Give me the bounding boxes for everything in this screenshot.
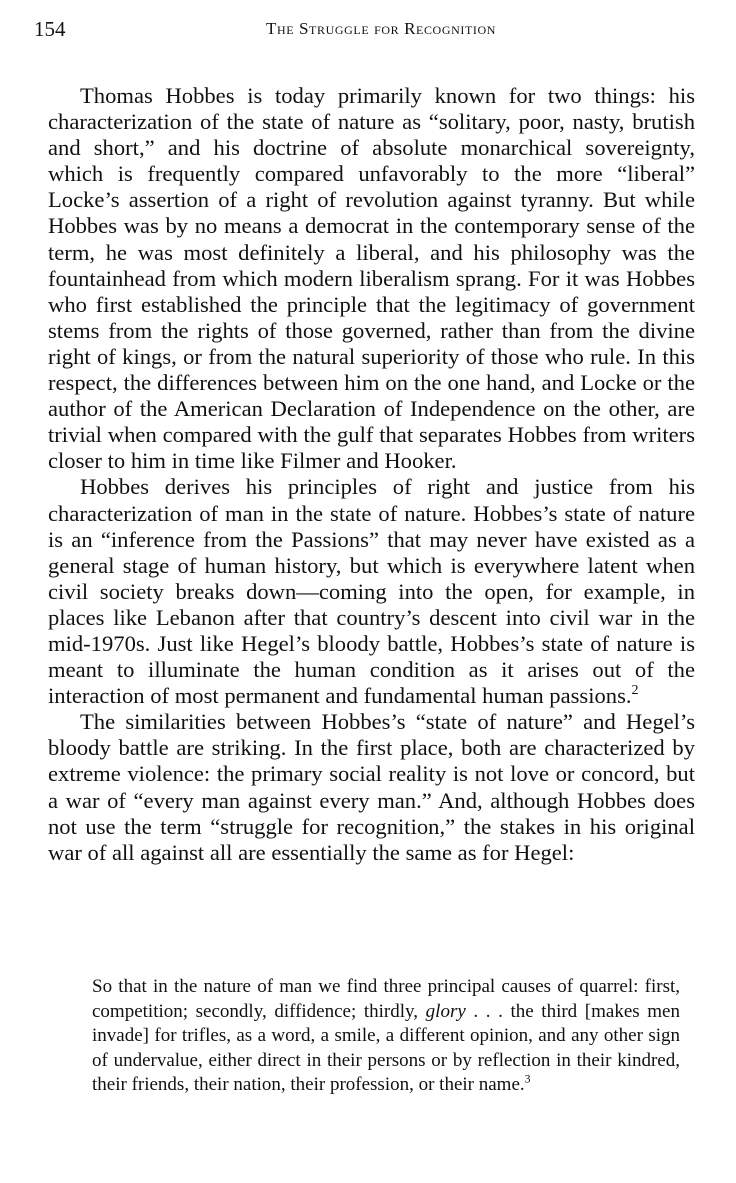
page-number: 154 xyxy=(34,17,66,41)
running-head xyxy=(34,14,698,44)
footnote-marker: 2 xyxy=(631,683,639,699)
block-quote xyxy=(92,975,680,1098)
paragraph xyxy=(48,474,695,709)
quote-text-part: So that in the nature of man we find three principal causes of quarrel: first, competition; secondly, diffidence; thirdly, xyxy=(92,976,680,1022)
quote-italic-word: glory xyxy=(425,1000,466,1022)
paragraph xyxy=(48,709,695,866)
paragraph-text: Hobbes derives his principles of right and justice from his characterization of man in the state of nature. Hobbes’s state of nature is an “inference from the Passions” that may never have existed as a general stage of human history, but which is everywhere latent when civil society breaks down—coming into the open, for example, in places like Lebanon after that country’s descent into civil war in the mid-1970s. Just like Hegel’s bloody battle, Hobbes’s state of nature is meant to illuminate the human condition as it arises out of the interaction of most permanent and fundamental human passions. xyxy=(48,474,695,709)
body-text xyxy=(48,83,695,866)
running-title: The Struggle for Recognition xyxy=(265,19,497,38)
quote-text xyxy=(92,975,680,1098)
paragraph xyxy=(48,83,695,474)
paragraph-text: The similarities between Hobbes’s “state of nature” and Hegel’s bloody battle are striking. In the first place, both are characterized by extreme violence: the primary social reality is not love or concord, but a war of “every man against every man.” And, although Hobbes does not use the term “struggle for recognition,” the stakes in his original war of all against all are essentially the same as for Hegel: xyxy=(48,709,695,865)
footnote-marker: 3 xyxy=(524,1072,531,1086)
quote-text-part: . . . the third [makes men invade] for trifles, as a word, a smile, a different opinion, and any other sign of undervalue, either direct in their persons or by reflection in their kindred, their friends, their nation, their profession, or their name. xyxy=(92,1000,680,1096)
paragraph-text: Thomas Hobbes is today primarily known for two things: his characterization of the state of nature as “solitary, poor, nasty, brutish and short,” and his doctrine of absolute monarchical sovereignty, which is frequently compared unfavorably to the more “liberal” Locke’s assertion of a right of revolution against tyranny. But while Hobbes was by no means a democrat in the contemporary sense of the term, he was most definitely a liberal, and his philosophy was the fountainhead from which modern liberalism sprang. For it was Hobbes who first established the principle that the legitimacy of government stems from the rights of those governed, rather than from the divine right of kings, or from the natural superiority of those who rule. In this respect, the differences between him on the one hand, and Locke or the author of the American Declaration of Independence on the other, are trivial when compared with the gulf that separates Hobbes from writers closer to him in time like Filmer and Hooker. xyxy=(48,83,695,474)
